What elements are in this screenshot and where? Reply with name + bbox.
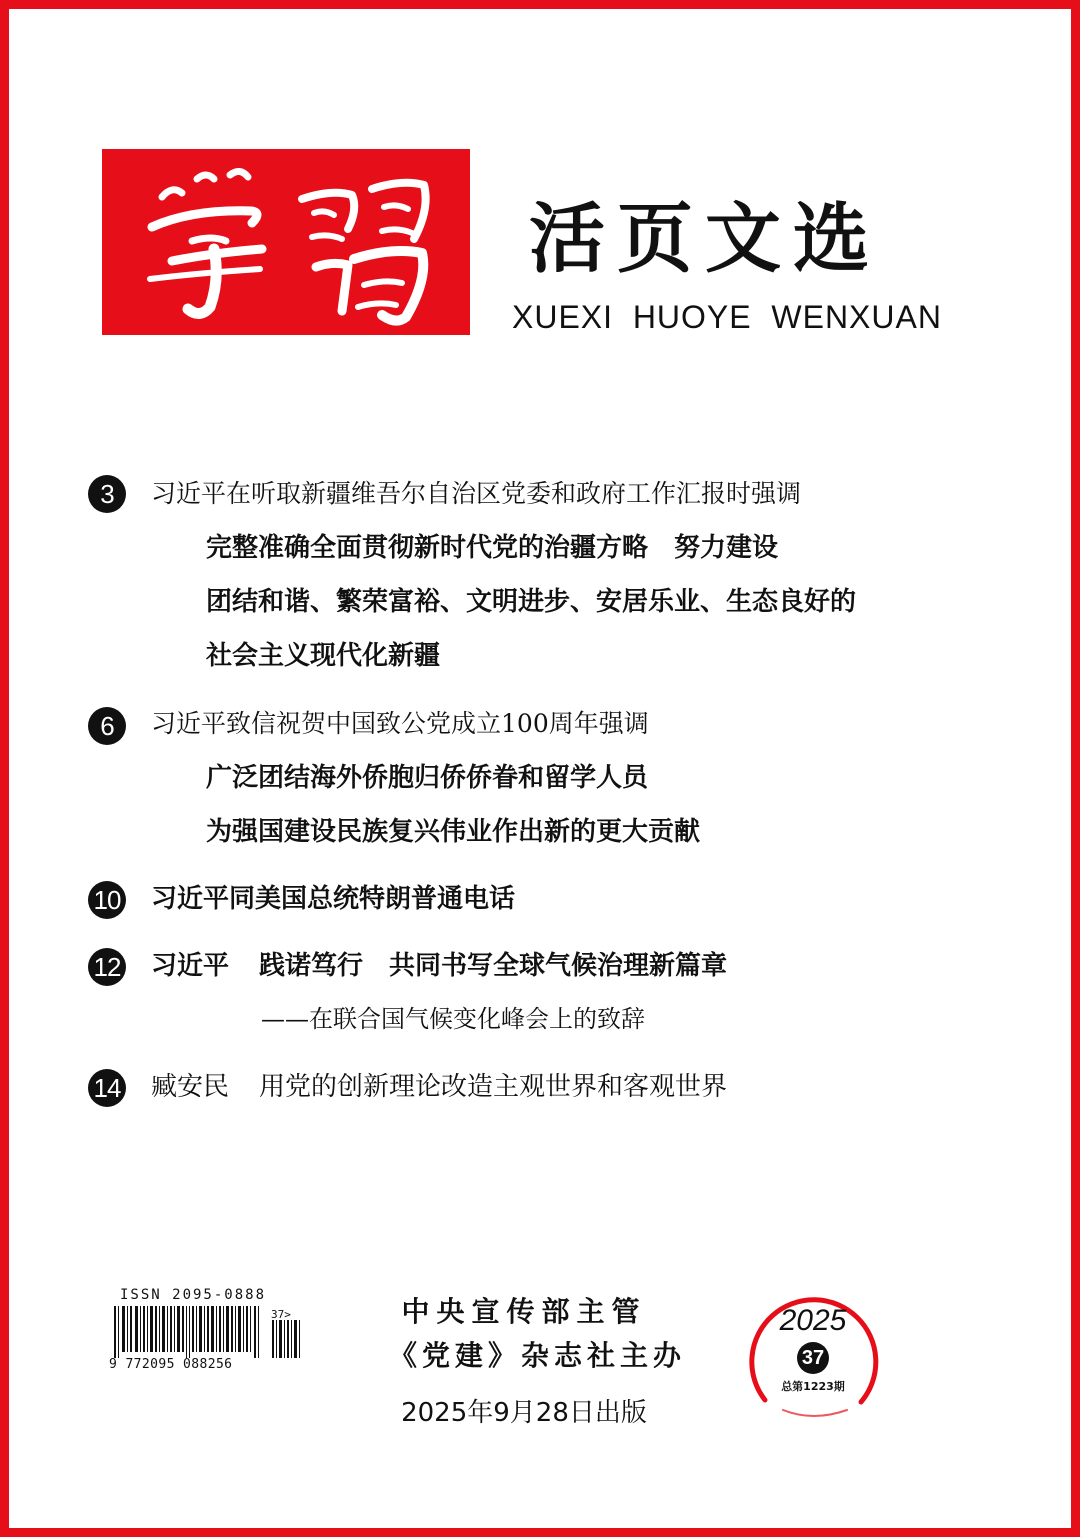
issue-year: 2025	[779, 1304, 847, 1337]
issue-badge	[743, 1282, 883, 1422]
toc-entry-subtitle[interactable]: ——在联合国气候变化峰会上的致辞	[261, 1005, 645, 1033]
toc-entry-headline[interactable]	[151, 1069, 727, 1105]
total-issue-number: 总第1223期	[781, 1380, 845, 1393]
toc-entry-title[interactable]: 完整准确全面贯彻新时代党的治疆方略 努力建设	[206, 533, 779, 563]
toc-entry-title[interactable]: 为强国建设民族复兴伟业作出新的更大贡献	[206, 817, 701, 847]
toc-entry-title[interactable]: 社会主义现代化新疆	[206, 641, 441, 671]
barcode-addon-digits: 37>	[271, 1308, 291, 1321]
toc-entry-title[interactable]: 团结和谐、繁荣富裕、文明进步、安居乐业、生态良好的	[206, 587, 857, 617]
issue-number: 37	[797, 1342, 829, 1374]
toc-entry-intro[interactable]: 习近平致信祝贺中国致公党成立100周年强调	[151, 709, 649, 738]
magazine-title: 活页文选	[529, 194, 881, 283]
magazine-title-pinyin: XUEXI HUOYE WENXUAN	[512, 299, 942, 335]
issn-number: ISSN 2095-0888	[120, 1287, 267, 1303]
toc-entry-title: 用党的创新理论改造主观世界和客观世界	[259, 1072, 728, 1102]
barcode-digits: 9 772095 088256	[109, 1357, 233, 1372]
toc-entry-title: 践诺笃行 共同书写全球气候治理新篇章	[259, 951, 728, 981]
toc-entry-title[interactable]: 习近平同美国总统特朗普通电话	[151, 884, 516, 914]
toc-entry-intro[interactable]: 习近平在听取新疆维吾尔自治区党委和政府工作汇报时强调	[151, 479, 802, 508]
toc-page-number: 10	[88, 881, 126, 919]
toc-page-number: 14	[88, 1069, 126, 1107]
toc-entry-headline[interactable]	[151, 948, 727, 984]
toc-entry-title[interactable]: 广泛团结海外侨胞归侨侨眷和留学人员	[206, 763, 649, 793]
publisher-sponsor: 《党建》杂志社主办	[389, 1339, 687, 1372]
toc-entry-author: 臧安民	[151, 1072, 230, 1102]
toc-page-number: 12	[88, 948, 126, 986]
toc-page-number: 6	[88, 707, 126, 745]
toc-page-number: 3	[88, 475, 126, 513]
publisher-supervisor: 中央宣传部主管	[401, 1295, 647, 1328]
publish-date: 2025年9月28日出版	[401, 1398, 647, 1428]
toc-entry-author: 习近平	[151, 951, 230, 981]
